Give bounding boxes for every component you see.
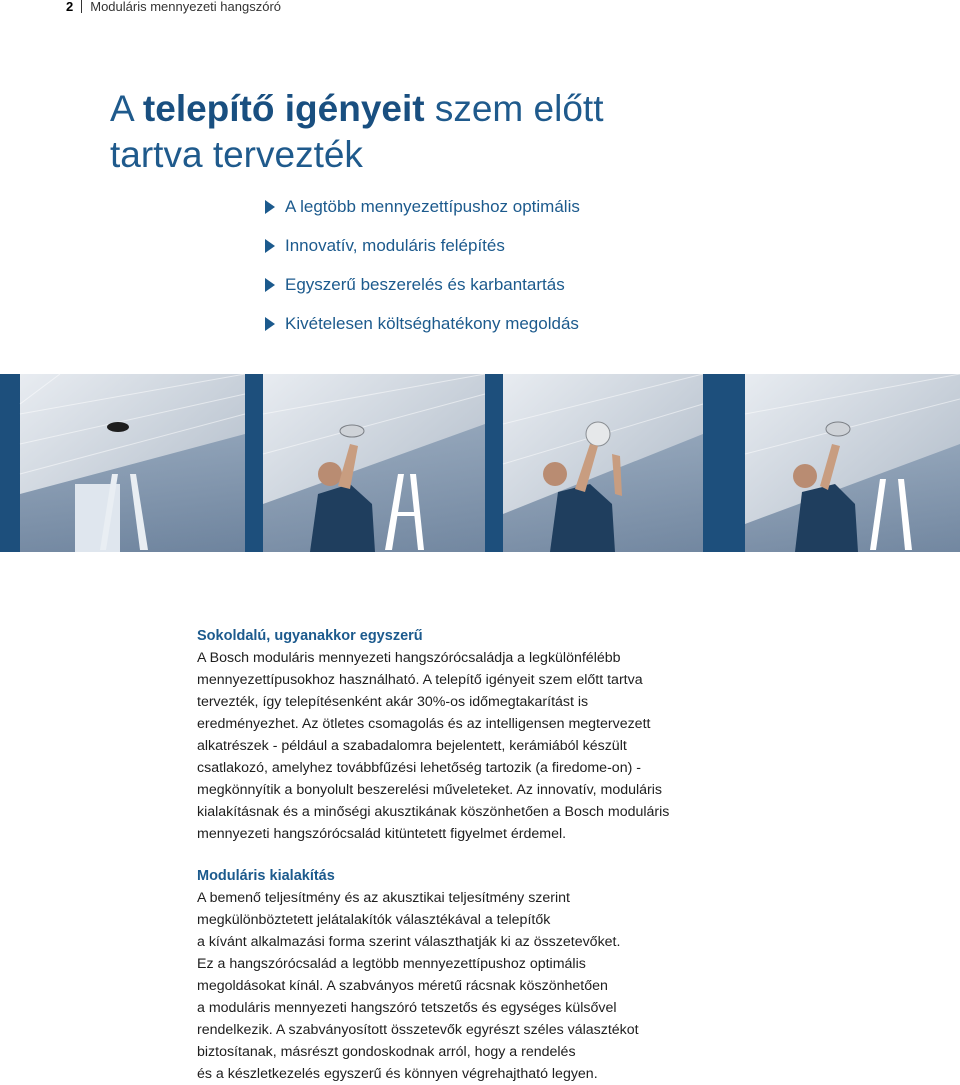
section-line: megkönnyítik a bonyolult beszerelési műveleteket. Az innovatív, moduláris	[197, 782, 663, 798]
title-line2: tartva tervezték	[110, 134, 363, 175]
photo-panel	[263, 374, 485, 552]
section-line: és a készletkezelés egyszerű és könnyen végrehajtható legyen.	[197, 1066, 598, 1082]
triangle-bullet-icon	[265, 278, 275, 292]
photo-panel	[503, 374, 703, 552]
section-heading: Sokoldalú, ugyanakkor egyszerű	[197, 628, 423, 644]
section-line: rendelkezik. A szabványosított összetevők egyrészt széles választékot	[197, 1022, 639, 1038]
section-heading: Moduláris kialakítás	[197, 868, 335, 884]
triangle-bullet-icon	[265, 200, 275, 214]
header-title: Moduláris mennyezeti hangszóró	[90, 0, 282, 14]
title-emphasis: telepítő igényeit	[142, 88, 425, 129]
feature-list	[265, 196, 580, 352]
photo-panel	[745, 374, 960, 552]
section-line: A bemenő teljesítmény és az akusztikai teljesítmény szerint	[197, 890, 570, 906]
feature-item	[265, 196, 580, 235]
section-line: Ez a hangszórócsalád a legtöbb mennyezettípushoz optimális	[197, 956, 586, 972]
section-line: eredményezhet. Az ötletes csomagolás és az intelligensen megtervezett	[197, 716, 651, 732]
section-line: megoldásokat kínál. A szabványos méretű rácsnak köszönhetően	[197, 978, 608, 994]
section-line: mennyezeti hangszórócsalád kitüntetett figyelmet érdemel.	[197, 826, 567, 842]
section-line: a kívánt alkalmazási forma szerint választhatják ki az összetevőket.	[197, 934, 621, 950]
triangle-bullet-icon	[265, 239, 275, 253]
section-line: biztosítanak, másrészt gondoskodnak arról, hogy a rendelés	[197, 1044, 576, 1060]
feature-text: Innovatív, moduláris felépítés	[285, 236, 505, 255]
section-line: megkülönböztetett jelátalakítók választékával a telepítők	[197, 912, 551, 928]
section-line: a moduláris mennyezeti hangszóró tetszetős és egységes külsővel	[197, 1000, 617, 1016]
feature-text: A legtöbb mennyezettípushoz optimális	[285, 197, 580, 216]
installation-photo-strip	[0, 374, 960, 552]
page-header	[66, 0, 281, 14]
header-divider	[81, 0, 82, 13]
section-line: csatlakozó, amelyhez továbbfűzési lehetőség tartozik (a firedome-on) -	[197, 760, 641, 776]
section-line: alkatrészek - például a szabadalomra bejelentett, kerámiából készült	[197, 738, 627, 754]
title-rest: szem előtt	[424, 88, 604, 129]
photo-panel	[20, 374, 245, 552]
section-line: A Bosch moduláris mennyezeti hangszórócsaládja a legkülönfélébb	[197, 650, 621, 666]
section-line: kialakításnak és a minőségi akusztikának köszönhetően a Bosch moduláris	[197, 804, 670, 820]
title-prefix: A	[110, 88, 143, 129]
section-line: tervezték, így telepítésenként akár 30%-os időmegtakarítást is	[197, 694, 589, 710]
feature-item	[265, 313, 580, 352]
feature-item	[265, 235, 580, 274]
section-line: mennyezettípusokhoz használható. A telepítő igényeit szem előtt tartva	[197, 672, 643, 688]
section-modular	[197, 865, 717, 1085]
page-number: 2	[66, 0, 74, 14]
page-title	[110, 86, 603, 178]
triangle-bullet-icon	[265, 317, 275, 331]
feature-text: Kivételesen költséghatékony megoldás	[285, 314, 579, 333]
section-versatile	[197, 625, 717, 845]
feature-text: Egyszerű beszerelés és karbantartás	[285, 275, 565, 294]
feature-item	[265, 274, 580, 313]
